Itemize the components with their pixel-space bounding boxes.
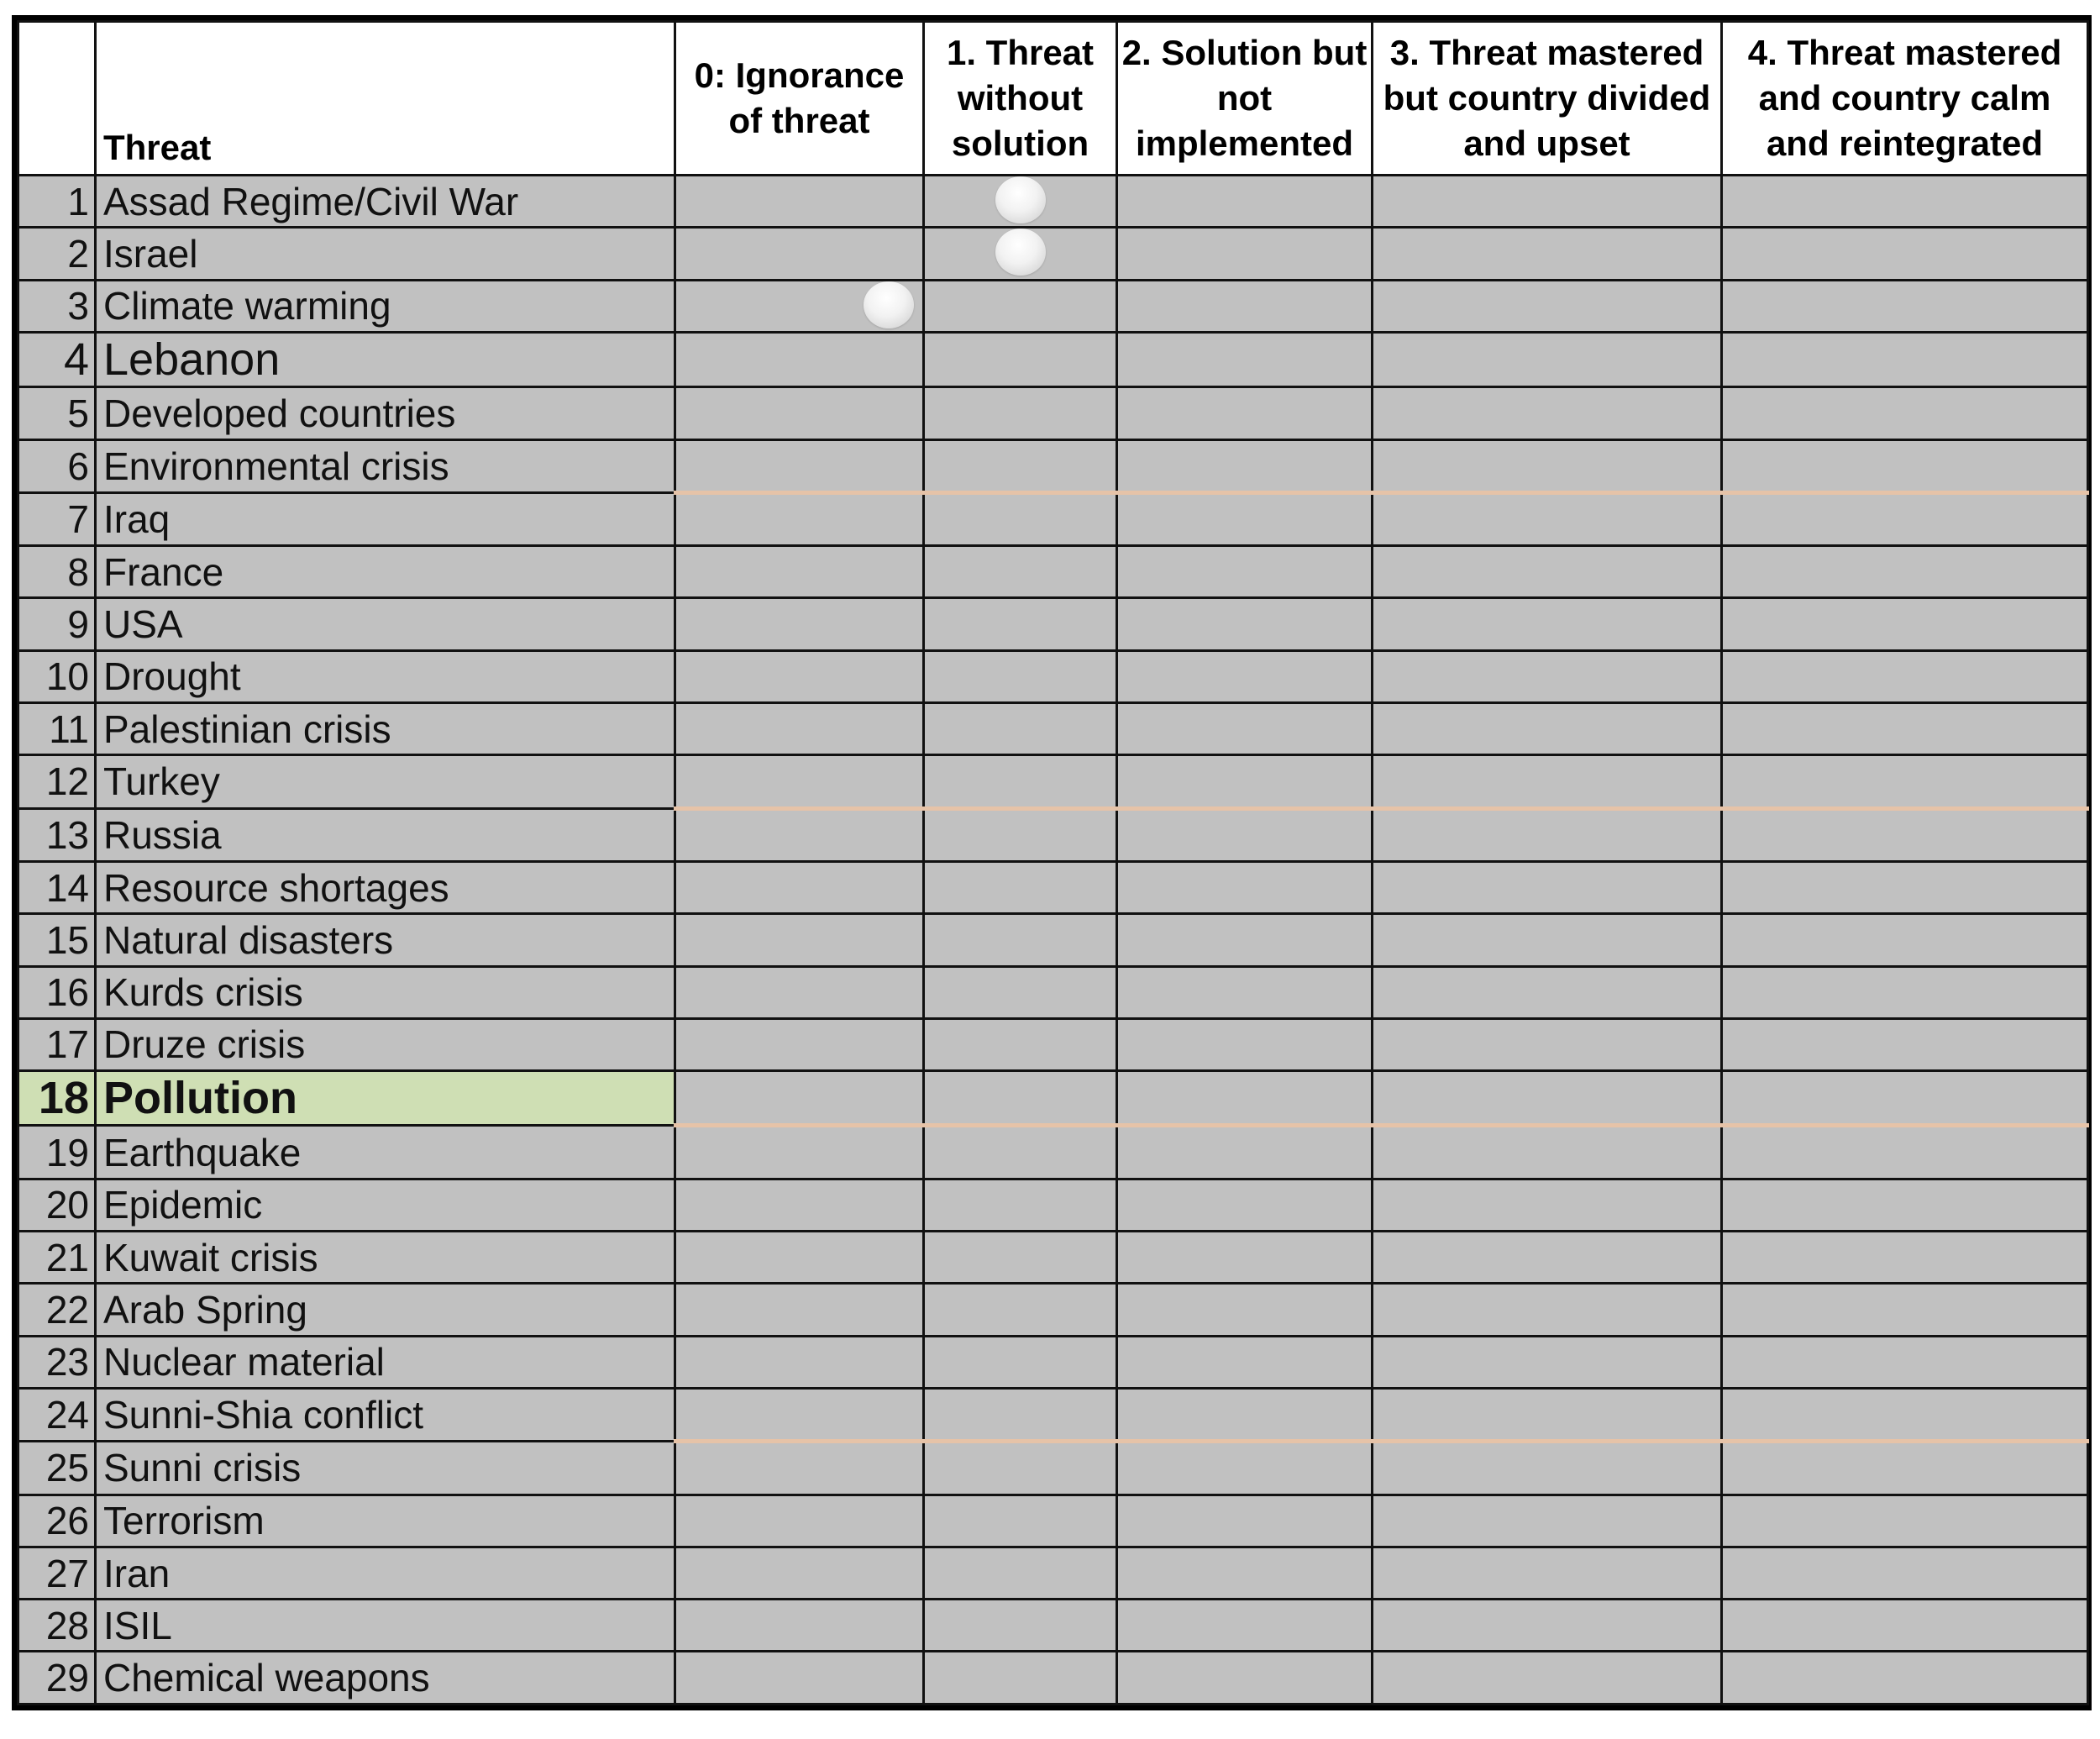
stage-4-cell[interactable] [1722, 861, 2088, 913]
stage-2-cell[interactable] [1117, 332, 1373, 386]
stage-0-cell[interactable] [675, 914, 924, 966]
stage-2-cell[interactable] [1117, 280, 1373, 332]
table-row [18, 808, 2088, 861]
stage-3-cell[interactable] [1373, 703, 1722, 755]
stage-4-cell[interactable] [1722, 1652, 2088, 1705]
stage-1-cell[interactable] [924, 1547, 1117, 1599]
table-row [18, 1071, 2088, 1126]
stage-1-cell[interactable] [924, 1126, 1117, 1179]
table-row [18, 176, 2088, 228]
stage-0-cell[interactable] [675, 808, 924, 861]
table-row [18, 1232, 2088, 1284]
stage-4-cell[interactable] [1722, 1336, 2088, 1388]
stage-3-cell[interactable] [1373, 546, 1722, 598]
table-row [18, 598, 2088, 650]
stage-1-cell[interactable] [924, 280, 1117, 332]
stage-1-cell[interactable] [924, 1232, 1117, 1284]
table-row [18, 439, 2088, 492]
table-row [18, 1600, 2088, 1652]
stage-4-cell[interactable] [1722, 1388, 2088, 1441]
row-number: 25 [18, 1442, 96, 1495]
table-row [18, 755, 2088, 808]
threat-name: Resource shortages [96, 861, 675, 913]
stage-4-cell[interactable] [1722, 1547, 2088, 1599]
stage-0-cell[interactable] [675, 1495, 924, 1547]
stage-3-cell[interactable] [1373, 1442, 1722, 1495]
stage-2-cell[interactable] [1117, 1232, 1373, 1284]
table-row [18, 387, 2088, 439]
row-number: 10 [18, 650, 96, 702]
stage-4-cell[interactable] [1722, 1126, 2088, 1179]
stage-1-cell[interactable] [924, 1336, 1117, 1388]
row-number: 19 [18, 1126, 96, 1179]
row-number: 18 [18, 1071, 96, 1126]
stage-4-cell[interactable] [1722, 228, 2088, 280]
threat-name: Israel [96, 228, 675, 280]
stage-0-cell[interactable] [675, 1600, 924, 1652]
stage-4-cell[interactable] [1722, 598, 2088, 650]
stage-0-cell[interactable] [675, 332, 924, 386]
stage-1-cell[interactable] [924, 598, 1117, 650]
stage-1-cell[interactable] [924, 1442, 1117, 1495]
stage-0-cell[interactable] [675, 1336, 924, 1388]
threat-stage-table-frame [12, 15, 2092, 1710]
table-row [18, 1018, 2088, 1070]
table-row [18, 650, 2088, 702]
threat-name: Assad Regime/Civil War [96, 176, 675, 228]
threat-rows [18, 176, 2088, 1705]
stage-4-cell[interactable] [1722, 176, 2088, 228]
stage-0-cell[interactable] [675, 439, 924, 492]
stage-1-cell[interactable] [924, 755, 1117, 808]
threat-name: USA [96, 598, 675, 650]
stage-4-cell[interactable] [1722, 439, 2088, 492]
stage-3-cell[interactable] [1373, 650, 1722, 702]
row-number: 22 [18, 1284, 96, 1336]
stage-4-cell[interactable] [1722, 1232, 2088, 1284]
stage-2-cell[interactable] [1117, 755, 1373, 808]
stage-3-cell[interactable] [1373, 1071, 1722, 1126]
threat-name: Arab Spring [96, 1284, 675, 1336]
row-number: 16 [18, 966, 96, 1018]
stage-0-cell[interactable] [675, 1232, 924, 1284]
stage-3-cell[interactable] [1373, 1232, 1722, 1284]
stage-1-cell[interactable] [924, 1071, 1117, 1126]
stage-1-cell[interactable] [924, 703, 1117, 755]
stage-3-cell[interactable] [1373, 387, 1722, 439]
threat-name: Natural disasters [96, 914, 675, 966]
table-row [18, 966, 2088, 1018]
stage-1-cell[interactable] [924, 1388, 1117, 1441]
stage-4-cell[interactable] [1722, 1284, 2088, 1336]
row-number: 24 [18, 1388, 96, 1441]
stage-3-cell[interactable] [1373, 1126, 1722, 1179]
threat-name: Pollution [96, 1071, 675, 1126]
stage-2-cell[interactable] [1117, 1442, 1373, 1495]
stage-0-cell[interactable] [675, 1126, 924, 1179]
stage-1-cell[interactable] [924, 861, 1117, 913]
stage-2-cell[interactable] [1117, 966, 1373, 1018]
row-number: 7 [18, 492, 96, 545]
stage-0-cell[interactable] [675, 546, 924, 598]
row-number: 5 [18, 387, 96, 439]
table-row [18, 1179, 2088, 1231]
stage-3-cell[interactable] [1373, 808, 1722, 861]
stage-2-cell[interactable] [1117, 703, 1373, 755]
threat-name: Nuclear material [96, 1336, 675, 1388]
stage-2-cell[interactable] [1117, 1388, 1373, 1441]
stage-0-cell[interactable] [675, 650, 924, 702]
table-row [18, 1284, 2088, 1336]
threat-column-header: Threat [96, 22, 675, 176]
stage-1-cell[interactable] [924, 546, 1117, 598]
row-number: 20 [18, 1179, 96, 1231]
table-row [18, 1388, 2088, 1441]
stage-4-cell[interactable] [1722, 1442, 2088, 1495]
stage-2-cell[interactable] [1117, 1336, 1373, 1388]
stage-3-cell[interactable] [1373, 492, 1722, 545]
table-row [18, 492, 2088, 545]
threat-name: Terrorism [96, 1495, 675, 1547]
threat-name: Iraq [96, 492, 675, 545]
stage-4-cell[interactable] [1722, 1495, 2088, 1547]
stage-0-cell[interactable] [675, 228, 924, 280]
stage-marker-icon[interactable] [995, 229, 1046, 276]
stage-4-cell[interactable] [1722, 1018, 2088, 1070]
table-row [18, 1547, 2088, 1599]
stage-0-cell[interactable] [675, 966, 924, 1018]
stage-3-cell[interactable] [1373, 755, 1722, 808]
stage-1-cell[interactable] [924, 1652, 1117, 1705]
stage-2-cell[interactable] [1117, 176, 1373, 228]
threat-name: Lebanon [96, 332, 675, 386]
stage-4-cell[interactable] [1722, 808, 2088, 861]
row-number: 28 [18, 1600, 96, 1652]
row-number: 14 [18, 861, 96, 913]
stage-3-cell[interactable] [1373, 439, 1722, 492]
stage-0-cell[interactable] [675, 703, 924, 755]
stage-0-cell[interactable] [675, 1652, 924, 1705]
stage-3-cell[interactable] [1373, 1284, 1722, 1336]
row-number: 12 [18, 755, 96, 808]
stage-2-cell[interactable] [1117, 546, 1373, 598]
stage-3-cell[interactable] [1373, 176, 1722, 228]
stage-3-cell[interactable] [1373, 1495, 1722, 1547]
table-row [18, 1652, 2088, 1705]
table-row [18, 703, 2088, 755]
stage-2-cell[interactable] [1117, 1284, 1373, 1336]
stage-1-cell[interactable] [924, 1284, 1117, 1336]
stage-3-cell[interactable] [1373, 861, 1722, 913]
stage-1-header: 1. Threat without solution [924, 22, 1117, 176]
stage-4-cell[interactable] [1722, 546, 2088, 598]
threat-name: Environmental crisis [96, 439, 675, 492]
stage-1-cell[interactable] [924, 1495, 1117, 1547]
stage-4-cell[interactable] [1722, 755, 2088, 808]
table-row [18, 861, 2088, 913]
row-number: 4 [18, 332, 96, 386]
stage-0-cell[interactable] [675, 1018, 924, 1070]
stage-3-header: 3. Threat mastered but country divided and upset [1373, 22, 1722, 176]
stage-1-cell[interactable] [924, 966, 1117, 1018]
stage-2-cell[interactable] [1117, 492, 1373, 545]
stage-0-cell[interactable] [675, 492, 924, 545]
stage-2-cell[interactable] [1117, 439, 1373, 492]
row-number: 3 [18, 280, 96, 332]
table-row [18, 1442, 2088, 1495]
stage-3-cell[interactable] [1373, 598, 1722, 650]
stage-marker-icon[interactable] [995, 176, 1046, 223]
row-number: 29 [18, 1652, 96, 1705]
stage-4-cell[interactable] [1722, 332, 2088, 386]
stage-1-cell[interactable] [924, 387, 1117, 439]
threat-name: Kurds crisis [96, 966, 675, 1018]
stage-4-header: 4. Threat mastered and country calm and reintegrated [1722, 22, 2088, 176]
stage-2-cell[interactable] [1117, 1179, 1373, 1231]
stage-2-cell[interactable] [1117, 914, 1373, 966]
threat-name: Turkey [96, 755, 675, 808]
stage-0-cell[interactable] [675, 387, 924, 439]
stage-0-cell[interactable] [675, 176, 924, 228]
stage-1-cell[interactable] [924, 176, 1117, 228]
threat-name: ISIL [96, 1600, 675, 1652]
threat-name: France [96, 546, 675, 598]
stage-3-cell[interactable] [1373, 1179, 1722, 1231]
stage-4-cell[interactable] [1722, 1179, 2088, 1231]
stage-4-cell[interactable] [1722, 1071, 2088, 1126]
row-number: 11 [18, 703, 96, 755]
table-row [18, 1495, 2088, 1547]
stage-0-cell[interactable] [675, 598, 924, 650]
stage-4-cell[interactable] [1722, 650, 2088, 702]
row-number: 21 [18, 1232, 96, 1284]
stage-0-cell[interactable] [675, 1388, 924, 1441]
stage-2-cell[interactable] [1117, 228, 1373, 280]
stage-2-cell[interactable] [1117, 387, 1373, 439]
threat-name: Climate warming [96, 280, 675, 332]
threat-name: Sunni crisis [96, 1442, 675, 1495]
threat-name: Iran [96, 1547, 675, 1599]
stage-3-cell[interactable] [1373, 1547, 1722, 1599]
stage-4-cell[interactable] [1722, 1600, 2088, 1652]
stage-1-cell[interactable] [924, 492, 1117, 545]
table-row [18, 280, 2088, 332]
row-number: 9 [18, 598, 96, 650]
row-number: 2 [18, 228, 96, 280]
threat-name: Epidemic [96, 1179, 675, 1231]
stage-1-cell[interactable] [924, 650, 1117, 702]
row-number: 6 [18, 439, 96, 492]
stage-marker-icon[interactable] [864, 281, 914, 328]
stage-3-cell[interactable] [1373, 1336, 1722, 1388]
threat-name: Kuwait crisis [96, 1232, 675, 1284]
stage-3-cell[interactable] [1373, 228, 1722, 280]
threat-name: Developed countries [96, 387, 675, 439]
stage-1-cell[interactable] [924, 914, 1117, 966]
row-number: 27 [18, 1547, 96, 1599]
threat-name: Russia [96, 808, 675, 861]
stage-3-cell[interactable] [1373, 1600, 1722, 1652]
stage-2-cell[interactable] [1117, 1071, 1373, 1126]
row-number: 15 [18, 914, 96, 966]
stage-4-cell[interactable] [1722, 280, 2088, 332]
table-row [18, 228, 2088, 280]
row-number: 17 [18, 1018, 96, 1070]
stage-0-cell[interactable] [675, 1071, 924, 1126]
stage-2-cell[interactable] [1117, 1652, 1373, 1705]
stage-4-cell[interactable] [1722, 492, 2088, 545]
stage-4-cell[interactable] [1722, 966, 2088, 1018]
stage-3-cell[interactable] [1373, 966, 1722, 1018]
stage-0-cell[interactable] [675, 861, 924, 913]
stage-4-cell[interactable] [1722, 703, 2088, 755]
table-row [18, 546, 2088, 598]
threat-stage-table [17, 20, 2089, 1705]
stage-3-cell[interactable] [1373, 1388, 1722, 1441]
stage-2-header: 2. Solution but not implemented [1117, 22, 1373, 176]
stage-3-cell[interactable] [1373, 1652, 1722, 1705]
stage-2-cell[interactable] [1117, 1018, 1373, 1070]
table-row [18, 332, 2088, 386]
row-number: 1 [18, 176, 96, 228]
stage-3-cell[interactable] [1373, 914, 1722, 966]
row-number: 13 [18, 808, 96, 861]
stage-0-cell[interactable] [675, 1179, 924, 1231]
stage-0-cell[interactable] [675, 1547, 924, 1599]
stage-0-cell[interactable] [675, 755, 924, 808]
stage-0-header: 0: Ignorance of threat [675, 22, 924, 176]
stage-0-cell[interactable] [675, 1284, 924, 1336]
stage-4-cell[interactable] [1722, 387, 2088, 439]
threat-name: Druze crisis [96, 1018, 675, 1070]
threat-name: Sunni-Shia conflict [96, 1388, 675, 1441]
stage-2-cell[interactable] [1117, 1126, 1373, 1179]
stage-1-cell[interactable] [924, 1600, 1117, 1652]
stage-2-cell[interactable] [1117, 861, 1373, 913]
stage-2-cell[interactable] [1117, 1600, 1373, 1652]
stage-1-cell[interactable] [924, 1018, 1117, 1070]
table-row [18, 1336, 2088, 1388]
stage-2-cell[interactable] [1117, 1495, 1373, 1547]
threat-name: Earthquake [96, 1126, 675, 1179]
stage-2-cell[interactable] [1117, 650, 1373, 702]
stage-4-cell[interactable] [1722, 914, 2088, 966]
threat-name: Palestinian crisis [96, 703, 675, 755]
stage-0-cell[interactable] [675, 1442, 924, 1495]
stage-3-cell[interactable] [1373, 280, 1722, 332]
row-number: 23 [18, 1336, 96, 1388]
stage-2-cell[interactable] [1117, 598, 1373, 650]
stage-1-cell[interactable] [924, 808, 1117, 861]
stage-3-cell[interactable] [1373, 332, 1722, 386]
threat-name: Chemical weapons [96, 1652, 675, 1705]
number-column-header [18, 22, 96, 176]
stage-1-cell[interactable] [924, 1179, 1117, 1231]
row-number: 8 [18, 546, 96, 598]
row-number: 26 [18, 1495, 96, 1547]
header-row [18, 22, 2088, 176]
threat-name: Drought [96, 650, 675, 702]
stage-1-cell[interactable] [924, 228, 1117, 280]
stage-0-cell[interactable] [675, 280, 924, 332]
stage-3-cell[interactable] [1373, 1018, 1722, 1070]
table-row [18, 1126, 2088, 1179]
stage-2-cell[interactable] [1117, 808, 1373, 861]
stage-1-cell[interactable] [924, 332, 1117, 386]
table-row [18, 914, 2088, 966]
stage-2-cell[interactable] [1117, 1547, 1373, 1599]
stage-1-cell[interactable] [924, 439, 1117, 492]
